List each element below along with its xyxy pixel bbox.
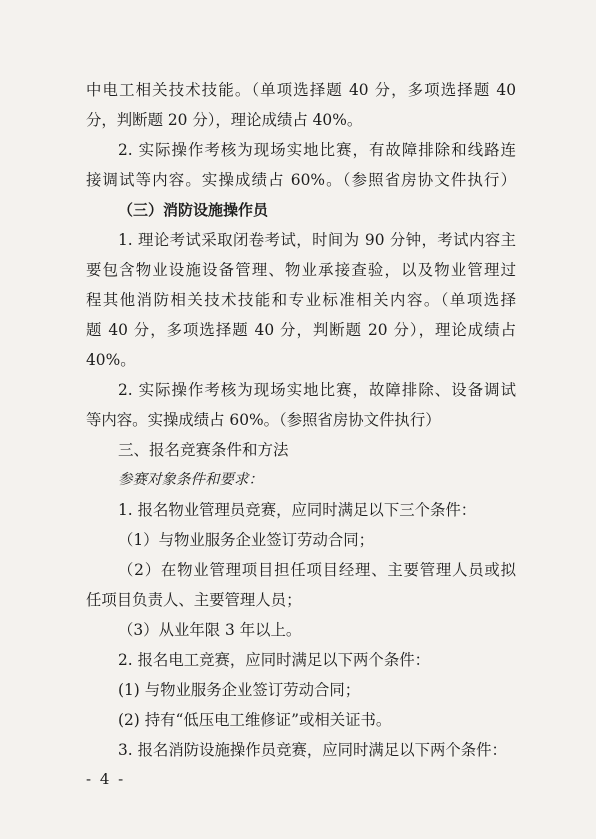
- subheading: 参赛对象条件和要求：: [118, 472, 263, 488]
- body-line: （2）在物业管理项目担任项目经理、主要管理人员或拟: [118, 561, 516, 579]
- body-line: 等内容。实操成绩占 60%。（参照省房协文件执行）: [86, 411, 441, 429]
- body-line: 分，判断题 20 分），理论成绩占 40%。: [86, 111, 363, 129]
- body-line: 接调试等内容。实操成绩占 60%。（参照省房协文件执行）: [86, 171, 516, 189]
- body-line: 任项目负责人、主要管理人员；: [86, 591, 302, 609]
- body-line: 3. 报名消防设施操作员竞赛，应同时满足以下两个条件：: [118, 741, 507, 759]
- body-line: 1. 理论考试采取闭卷考试，时间为 90 分钟，考试内容主: [118, 231, 516, 249]
- chapter-heading: 三、报名竞赛条件和方法: [118, 441, 289, 459]
- body-line: 中电工相关技术技能。（单项选择题 40 分，多项选择题 40: [86, 81, 516, 99]
- body-line: 程其他消防相关技术技能和专业标准相关内容。（单项选择: [86, 291, 516, 309]
- body-line: 要包含物业设施设备管理、物业承接查验，以及物业管理过: [86, 261, 516, 279]
- body-line: （3）从业年限 3 年以上。: [118, 621, 302, 639]
- section-heading: （三）消防设施操作员: [118, 201, 269, 219]
- page-number: - 4 -: [86, 770, 126, 788]
- body-line: 题 40 分，多项选择题 40 分，判断题 20 分），理论成绩占: [86, 321, 516, 339]
- body-line: 2. 实际操作考核为现场实地比赛，有故障排除和线路连: [118, 141, 516, 159]
- body-line: 1. 报名物业管理员竞赛，应同时满足以下三个条件：: [118, 501, 477, 519]
- body-line: 2. 报名电工竞赛，应同时满足以下两个条件：: [118, 651, 430, 669]
- body-line: 40%。: [86, 351, 136, 369]
- body-line: (1) 与物业服务企业签订劳动合同；: [118, 681, 361, 699]
- body-line: 2. 实际操作考核为现场实地比赛，故障排除、设备调试: [118, 381, 516, 399]
- body-line: （1）与物业服务企业签订劳动合同；: [118, 531, 375, 549]
- body-line: (2) 持有“低压电工维修证”或相关证书。: [118, 711, 392, 729]
